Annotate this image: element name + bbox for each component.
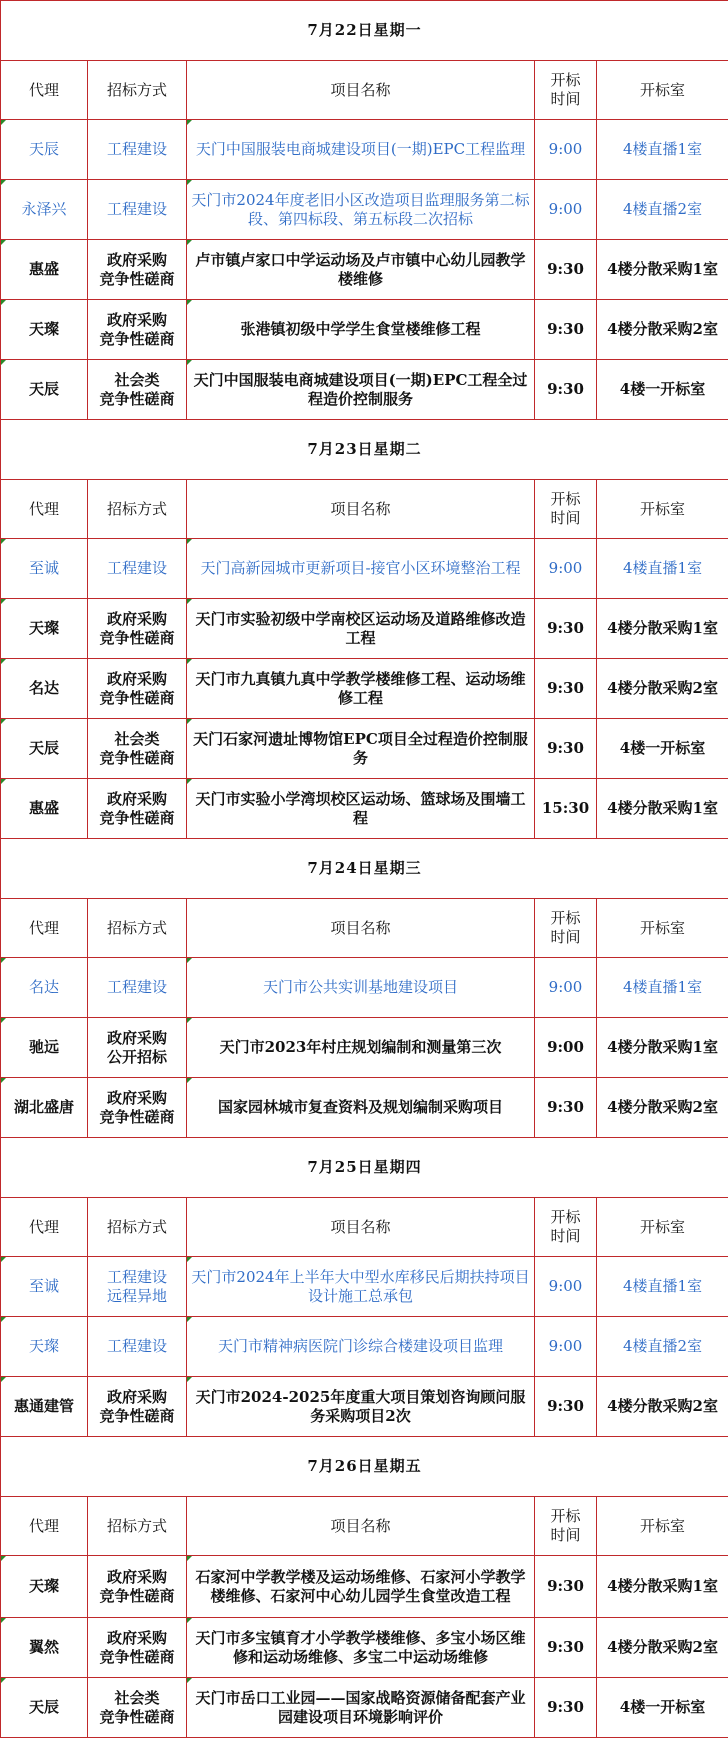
agent-cell: 天辰 <box>1 120 88 180</box>
method-cell: 工程建设 远程异地 <box>88 1257 187 1317</box>
method-cell: 政府采购 竞争性磋商 <box>88 659 187 719</box>
comment-marker-icon <box>187 1678 192 1683</box>
day-title-row <box>1 1138 728 1198</box>
comment-marker-icon <box>187 1018 192 1023</box>
comment-marker-icon <box>187 1317 192 1322</box>
open-time-cell: 9:00 <box>535 120 597 180</box>
col-header-agent: 代理 <box>1 61 88 120</box>
col-header-method: 招标方式 <box>88 61 187 120</box>
comment-marker-icon <box>1 1018 6 1023</box>
comment-marker-icon <box>187 958 192 963</box>
open-time-cell: 9:30 <box>535 1618 597 1678</box>
agent-cell: 天璨 <box>1 300 88 360</box>
open-time-cell: 9:00 <box>535 1317 597 1377</box>
comment-marker-icon <box>1 1078 6 1083</box>
col-header-room: 开标室 <box>597 61 728 120</box>
agent-cell: 天璨 <box>1 599 88 659</box>
table-row <box>1 539 728 599</box>
column-header-row <box>1 61 728 120</box>
open-time-cell: 9:30 <box>535 300 597 360</box>
table-row <box>1 300 728 360</box>
column-header-row <box>1 480 728 539</box>
table-row <box>1 1377 728 1437</box>
agent-cell: 名达 <box>1 659 88 719</box>
agent-cell: 惠盛 <box>1 779 88 839</box>
project-name-cell: 天门市公共实训基地建设项目 <box>187 958 535 1018</box>
open-time-cell: 9:30 <box>535 1377 597 1437</box>
table-row <box>1 1317 728 1377</box>
project-name-cell: 天门市多宝镇育才小学教学楼维修、多宝小场区维修和运动场维修、多宝二中运动场维修 <box>187 1618 535 1678</box>
open-time-cell: 9:30 <box>535 360 597 420</box>
open-room-cell: 4楼分散采购1室 <box>597 1556 728 1618</box>
col-header-project: 项目名称 <box>187 1497 535 1556</box>
day-title: 7月22日星期一 <box>1 1 728 61</box>
comment-marker-icon <box>1 1618 6 1623</box>
col-header-time: 开标 时间 <box>535 1497 597 1556</box>
comment-marker-icon <box>187 240 192 245</box>
comment-marker-icon <box>187 360 192 365</box>
project-name-cell: 天门中国服装电商城建设项目(一期)EPC工程全过程造价控制服务 <box>187 360 535 420</box>
col-header-room: 开标室 <box>597 480 728 539</box>
day-title-row <box>1 1 728 61</box>
method-cell: 工程建设 <box>88 539 187 599</box>
project-name-cell: 天门中国服装电商城建设项目(一期)EPC工程监理 <box>187 120 535 180</box>
table-row <box>1 1257 728 1317</box>
method-cell: 社会类 竞争性磋商 <box>88 719 187 779</box>
project-name-cell: 天门市精神病医院门诊综合楼建设项目监理 <box>187 1317 535 1377</box>
agent-cell: 惠盛 <box>1 240 88 300</box>
open-time-cell: 9:00 <box>535 1257 597 1317</box>
open-room-cell: 4楼分散采购1室 <box>597 779 728 839</box>
project-name-cell: 天门市实验初级中学南校区运动场及道路维修改造工程 <box>187 599 535 659</box>
open-room-cell: 4楼一开标室 <box>597 719 728 779</box>
project-name-cell: 国家园林城市复查资料及规划编制采购项目 <box>187 1078 535 1138</box>
col-header-project: 项目名称 <box>187 61 535 120</box>
comment-marker-icon <box>187 1556 192 1561</box>
agent-cell: 天辰 <box>1 1678 88 1738</box>
method-cell: 工程建设 <box>88 120 187 180</box>
method-cell: 政府采购 竞争性磋商 <box>88 1618 187 1678</box>
col-header-project: 项目名称 <box>187 1198 535 1257</box>
column-header-row <box>1 899 728 958</box>
project-name-cell: 天门市九真镇九真中学教学楼维修工程、运动场维修工程 <box>187 659 535 719</box>
open-time-cell: 9:30 <box>535 240 597 300</box>
project-name-cell: 天门市2024年上半年大中型水库移民后期扶持项目设计施工总承包 <box>187 1257 535 1317</box>
comment-marker-icon <box>1 958 6 963</box>
comment-marker-icon <box>1 719 6 724</box>
method-cell: 政府采购 竞争性磋商 <box>88 779 187 839</box>
agent-cell: 惠通建管 <box>1 1377 88 1437</box>
agent-cell: 永泽兴 <box>1 180 88 240</box>
open-room-cell: 4楼分散采购2室 <box>597 300 728 360</box>
table-row <box>1 1078 728 1138</box>
comment-marker-icon <box>1 1556 6 1561</box>
comment-marker-icon <box>1 360 6 365</box>
schedule-body <box>1 1 728 1738</box>
comment-marker-icon <box>1 659 6 664</box>
comment-marker-icon <box>187 300 192 305</box>
method-cell: 政府采购 竞争性磋商 <box>88 240 187 300</box>
col-header-agent: 代理 <box>1 1198 88 1257</box>
open-room-cell: 4楼分散采购2室 <box>597 1377 728 1437</box>
open-room-cell: 4楼直播2室 <box>597 180 728 240</box>
col-header-room: 开标室 <box>597 899 728 958</box>
col-header-method: 招标方式 <box>88 1497 187 1556</box>
open-room-cell: 4楼直播1室 <box>597 120 728 180</box>
project-name-cell: 天门市2023年村庄规划编制和测量第三次 <box>187 1018 535 1078</box>
table-row <box>1 240 728 300</box>
comment-marker-icon <box>187 1377 192 1382</box>
col-header-time: 开标 时间 <box>535 1198 597 1257</box>
comment-marker-icon <box>1 539 6 544</box>
open-time-cell: 9:00 <box>535 180 597 240</box>
agent-cell: 至诚 <box>1 539 88 599</box>
comment-marker-icon <box>1 599 6 604</box>
open-room-cell: 4楼分散采购1室 <box>597 599 728 659</box>
col-header-method: 招标方式 <box>88 1198 187 1257</box>
table-row <box>1 779 728 839</box>
open-time-cell: 9:30 <box>535 659 597 719</box>
comment-marker-icon <box>1 300 6 305</box>
day-title: 7月25日星期四 <box>1 1138 728 1198</box>
day-title: 7月26日星期五 <box>1 1437 728 1497</box>
comment-marker-icon <box>1 779 6 784</box>
project-name-cell: 天门市2024-2025年度重大项目策划咨询顾问服务采购项目2次 <box>187 1377 535 1437</box>
open-time-cell: 15:30 <box>535 779 597 839</box>
project-name-cell: 张港镇初级中学学生食堂楼维修工程 <box>187 300 535 360</box>
comment-marker-icon <box>187 719 192 724</box>
agent-cell: 名达 <box>1 958 88 1018</box>
method-cell: 工程建设 <box>88 958 187 1018</box>
open-time-cell: 9:30 <box>535 1678 597 1738</box>
method-cell: 工程建设 <box>88 180 187 240</box>
col-header-method: 招标方式 <box>88 480 187 539</box>
day-title: 7月23日星期二 <box>1 420 728 480</box>
col-header-agent: 代理 <box>1 899 88 958</box>
comment-marker-icon <box>187 539 192 544</box>
col-header-room: 开标室 <box>597 1198 728 1257</box>
table-row <box>1 958 728 1018</box>
project-name-cell: 天门市岳口工业园——国家战略资源储备配套产业园建设项目环境影响评价 <box>187 1678 535 1738</box>
open-room-cell: 4楼分散采购1室 <box>597 1018 728 1078</box>
col-header-time: 开标 时间 <box>535 61 597 120</box>
comment-marker-icon <box>187 120 192 125</box>
comment-marker-icon <box>1 180 6 185</box>
day-title-row <box>1 1437 728 1497</box>
open-room-cell: 4楼分散采购1室 <box>597 240 728 300</box>
project-name-cell: 天门市2024年度老旧小区改造项目监理服务第二标段、第四标段、第五标段二次招标 <box>187 180 535 240</box>
comment-marker-icon <box>1 240 6 245</box>
open-room-cell: 4楼直播2室 <box>597 1317 728 1377</box>
col-header-agent: 代理 <box>1 480 88 539</box>
comment-marker-icon <box>1 1678 6 1683</box>
comment-marker-icon <box>187 1257 192 1262</box>
project-name-cell: 卢市镇卢家口中学运动场及卢市镇中心幼儿园教学楼维修 <box>187 240 535 300</box>
table-row <box>1 1678 728 1738</box>
col-header-time: 开标 时间 <box>535 480 597 539</box>
agent-cell: 天璨 <box>1 1556 88 1618</box>
table-row <box>1 1618 728 1678</box>
table-row <box>1 1556 728 1618</box>
col-header-project: 项目名称 <box>187 899 535 958</box>
open-room-cell: 4楼一开标室 <box>597 360 728 420</box>
col-header-method: 招标方式 <box>88 899 187 958</box>
project-name-cell: 天门石家河遗址博物馆EPC项目全过程造价控制服务 <box>187 719 535 779</box>
comment-marker-icon <box>187 180 192 185</box>
comment-marker-icon <box>187 659 192 664</box>
open-room-cell: 4楼直播1室 <box>597 1257 728 1317</box>
day-title-row <box>1 839 728 899</box>
open-room-cell: 4楼直播1室 <box>597 958 728 1018</box>
day-title: 7月24日星期三 <box>1 839 728 899</box>
table-row <box>1 180 728 240</box>
column-header-row <box>1 1198 728 1257</box>
method-cell: 政府采购 竞争性磋商 <box>88 599 187 659</box>
comment-marker-icon <box>187 599 192 604</box>
col-header-project: 项目名称 <box>187 480 535 539</box>
project-name-cell: 天门高新园城市更新项目-接官小区环境整治工程 <box>187 539 535 599</box>
table-row <box>1 659 728 719</box>
table-row <box>1 120 728 180</box>
method-cell: 政府采购 竞争性磋商 <box>88 1377 187 1437</box>
project-name-cell: 天门市实验小学湾坝校区运动场、篮球场及围墙工程 <box>187 779 535 839</box>
table-row <box>1 1018 728 1078</box>
open-room-cell: 4楼分散采购2室 <box>597 1078 728 1138</box>
agent-cell: 驰远 <box>1 1018 88 1078</box>
comment-marker-icon <box>1 1257 6 1262</box>
method-cell: 政府采购 竞争性磋商 <box>88 1556 187 1618</box>
open-room-cell: 4楼一开标室 <box>597 1678 728 1738</box>
comment-marker-icon <box>187 1618 192 1623</box>
col-header-agent: 代理 <box>1 1497 88 1556</box>
open-room-cell: 4楼直播1室 <box>597 539 728 599</box>
agent-cell: 天辰 <box>1 719 88 779</box>
comment-marker-icon <box>187 779 192 784</box>
column-header-row <box>1 1497 728 1556</box>
method-cell: 政府采购 公开招标 <box>88 1018 187 1078</box>
method-cell: 政府采购 竞争性磋商 <box>88 300 187 360</box>
agent-cell: 湖北盛唐 <box>1 1078 88 1138</box>
method-cell: 社会类 竞争性磋商 <box>88 1678 187 1738</box>
method-cell: 社会类 竞争性磋商 <box>88 360 187 420</box>
open-time-cell: 9:30 <box>535 719 597 779</box>
table-row <box>1 360 728 420</box>
open-time-cell: 9:30 <box>535 1078 597 1138</box>
open-room-cell: 4楼分散采购2室 <box>597 659 728 719</box>
col-header-time: 开标 时间 <box>535 899 597 958</box>
method-cell: 工程建设 <box>88 1317 187 1377</box>
table-row <box>1 719 728 779</box>
agent-cell: 天辰 <box>1 360 88 420</box>
agent-cell: 天璨 <box>1 1317 88 1377</box>
day-title-row <box>1 420 728 480</box>
open-time-cell: 9:00 <box>535 539 597 599</box>
open-time-cell: 9:30 <box>535 599 597 659</box>
comment-marker-icon <box>1 1377 6 1382</box>
project-name-cell: 石家河中学教学楼及运动场维修、石家河小学教学楼维修、石家河中心幼儿园学生食堂改造工程 <box>187 1556 535 1618</box>
table-row <box>1 599 728 659</box>
col-header-room: 开标室 <box>597 1497 728 1556</box>
agent-cell: 至诚 <box>1 1257 88 1317</box>
method-cell: 政府采购 竞争性磋商 <box>88 1078 187 1138</box>
open-time-cell: 9:00 <box>535 1018 597 1078</box>
comment-marker-icon <box>1 1317 6 1322</box>
comment-marker-icon <box>187 1078 192 1083</box>
agent-cell: 翼然 <box>1 1618 88 1678</box>
open-time-cell: 9:00 <box>535 958 597 1018</box>
open-room-cell: 4楼分散采购2室 <box>597 1618 728 1678</box>
open-time-cell: 9:30 <box>535 1556 597 1618</box>
comment-marker-icon <box>1 120 6 125</box>
